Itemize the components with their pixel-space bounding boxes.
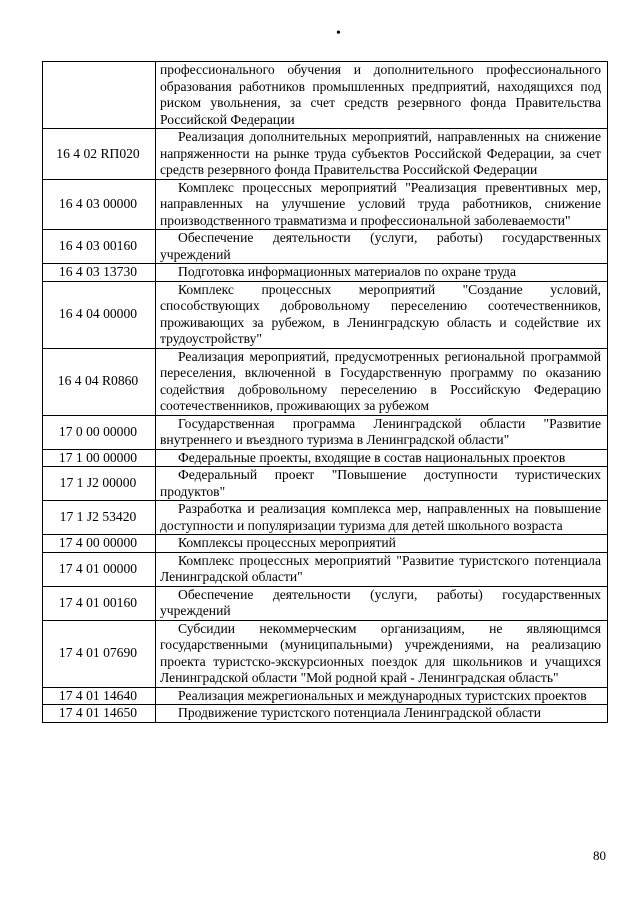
code-cell: 17 4 01 14650 [43, 705, 156, 723]
description-cell: Продвижение туристского потенциала Ленинградской области [156, 705, 608, 723]
description-cell: Комплекс процессных мероприятий "Создание условий, способствующих добровольному переселению соотечественников, проживающих за рубежом, в Ленинградскую область и содействие их трудоустройству" [156, 281, 608, 348]
code-cell: 17 4 01 00160 [43, 586, 156, 620]
description-cell: Государственная программа Ленинградской области "Развитие внутреннего и въездного туризма в Ленинградской области" [156, 415, 608, 449]
description-cell: профессионального обучения и дополнительного профессионального образования работников промышленных предприятий, находящихся под риском увольнения, за счет средств резервного фонда Правительства Российской Федерации [156, 62, 608, 129]
table-row [43, 129, 608, 180]
code-cell: 17 1 J2 53420 [43, 501, 156, 535]
table-row [43, 62, 608, 129]
description-cell: Подготовка информационных материалов по охране труда [156, 264, 608, 282]
table-row [43, 230, 608, 264]
table-row [43, 281, 608, 348]
description-cell: Субсидии некоммерческим организациям, не являющимся государственными (муниципальными) учреждениями, на реализацию проекта туристско-экскурсионных поездок для школьников и учащихся Ленинградской области "Мой родной край - Ленинградская область" [156, 620, 608, 687]
code-cell: 17 4 01 14640 [43, 687, 156, 705]
code-cell [43, 62, 156, 129]
top-dot-mark: • [336, 26, 341, 41]
code-cell: 16 4 04 00000 [43, 281, 156, 348]
description-cell: Реализация мероприятий, предусмотренных региональной программой переселения, включенной в Государственную программу по оказанию содействия добровольному переселению в Российскую Федерацию соотечественников, проживающих за рубежом [156, 348, 608, 415]
code-cell: 16 4 03 13730 [43, 264, 156, 282]
table-row [43, 449, 608, 467]
table-row [43, 705, 608, 723]
code-cell: 16 4 03 00000 [43, 179, 156, 230]
description-cell: Комплекс процессных мероприятий "Реализация превентивных мер, направленных на улучшение условий труда работников, снижение производственного травматизма и профессиональной заболеваемости" [156, 179, 608, 230]
table-row [43, 264, 608, 282]
description-cell: Реализация дополнительных мероприятий, направленных на снижение напряженности на рынке труда субъектов Российской Федерации, за счет средств резервного фонда Правительства Российской Федерации [156, 129, 608, 180]
table-row [43, 415, 608, 449]
description-cell: Реализация межрегиональных и международных туристских проектов [156, 687, 608, 705]
table-row [43, 552, 608, 586]
code-cell: 17 4 01 00000 [43, 552, 156, 586]
page-number: 80 [593, 848, 606, 863]
code-cell: 17 4 00 00000 [43, 535, 156, 553]
code-cell: 17 0 00 00000 [43, 415, 156, 449]
table-row [43, 687, 608, 705]
description-cell: Федеральные проекты, входящие в состав национальных проектов [156, 449, 608, 467]
description-cell: Обеспечение деятельности (услуги, работы) государственных учреждений [156, 230, 608, 264]
code-cell: 17 4 01 07690 [43, 620, 156, 687]
description-cell: Федеральный проект "Повышение доступности туристических продуктов" [156, 467, 608, 501]
description-cell: Разработка и реализация комплекса мер, направленных на повышение доступности и популяризации туризма для детей школьного возраста [156, 501, 608, 535]
table-row [43, 467, 608, 501]
description-cell: Комплекс процессных мероприятий "Развитие туристского потенциала Ленинградской области" [156, 552, 608, 586]
table-row [43, 535, 608, 553]
code-cell: 17 1 00 00000 [43, 449, 156, 467]
description-cell: Комплексы процессных мероприятий [156, 535, 608, 553]
table-row [43, 348, 608, 415]
table-row [43, 179, 608, 230]
table-row [43, 501, 608, 535]
code-cell: 16 4 03 00160 [43, 230, 156, 264]
code-cell: 16 4 02 RП020 [43, 129, 156, 180]
description-cell: Обеспечение деятельности (услуги, работы) государственных учреждений [156, 586, 608, 620]
code-cell: 17 1 J2 00000 [43, 467, 156, 501]
budget-classification-table [42, 61, 608, 723]
table-row [43, 586, 608, 620]
table-row [43, 620, 608, 687]
code-cell: 16 4 04 R0860 [43, 348, 156, 415]
